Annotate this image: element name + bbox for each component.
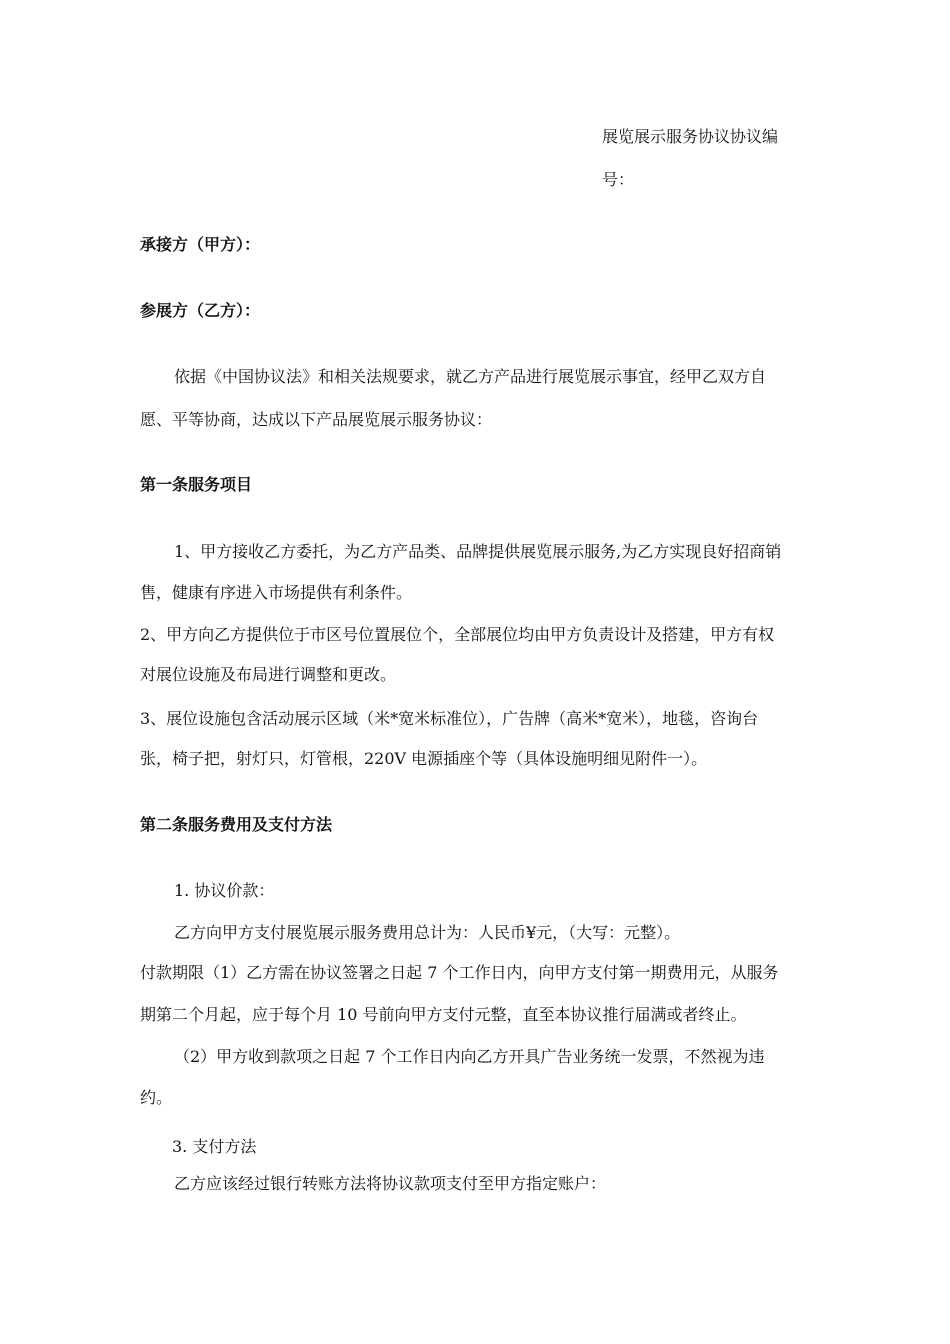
intro-paragraph-line1: 依据《中国协议法》和相关法规要求，就乙方产品进行展览展示事宜，经甲乙双方自 bbox=[174, 367, 767, 386]
payment-term2-line2: 约。 bbox=[140, 1088, 173, 1107]
article1-item1-line2: 售，健康有序进入市场提供有利条件。 bbox=[140, 583, 413, 602]
article2-item1-title: 1. 协议价款： bbox=[174, 881, 275, 900]
article2-item1-text: 乙方向甲方支付展览展示服务费用总计为：人民币¥元，（大写：元整）。 bbox=[174, 923, 681, 942]
article2-item3-title: 3. 支付方法 bbox=[172, 1137, 257, 1156]
article1-item2-line1: 2、甲方向乙方提供位于市区号位置展位个，全部展位均由甲方负责设计及搭建，甲方有权 bbox=[140, 625, 775, 644]
article1-item1-line1: 1、甲方接收乙方委托，为乙方产品类、品牌提供展览展示服务,为乙方实现良好招商销 bbox=[174, 542, 782, 561]
article1-item2-line2: 对展位设施及布局进行调整和更改。 bbox=[140, 665, 397, 684]
article1-item3-line2: 张，椅子把，射灯只，灯管根，220V 电源插座个等（具体设施明细见附件一）。 bbox=[140, 749, 708, 768]
party-b-label: 参展方（乙方）： bbox=[140, 301, 261, 320]
party-a-label: 承接方（甲方）： bbox=[140, 235, 261, 254]
article2-item3-text: 乙方应该经过银行转账方法将协议款项支付至甲方指定账户： bbox=[174, 1174, 607, 1193]
article1-item3-line1: 3、展位设施包含活动展示区域（米*宽米标准位），广告牌（高米*宽米），地毯，咨询台 bbox=[140, 709, 759, 728]
contract-title-line1: 展览展示服务协议协议编 bbox=[602, 127, 779, 146]
payment-term2-line1: （2）甲方收到款项之日起 7 个工作日内向乙方开具广告业务统一发票，不然视为违 bbox=[174, 1047, 765, 1066]
contract-title-line2: 号： bbox=[602, 170, 635, 189]
article2-heading: 第二条服务费用及支付方法 bbox=[140, 815, 333, 834]
article1-heading: 第一条服务项目 bbox=[140, 475, 253, 494]
intro-paragraph-line2: 愿、平等协商，达成以下产品展览展示服务协议： bbox=[140, 410, 493, 429]
payment-term1-line1: 付款期限（1）乙方需在协议签署之日起 7 个工作日内，向甲方支付第一期费用元，从服务 bbox=[140, 963, 779, 982]
payment-term1-line2: 期第二个月起，应于每个月 10 号前向甲方支付元整，直至本协议推行届满或者终止。 bbox=[140, 1005, 747, 1024]
